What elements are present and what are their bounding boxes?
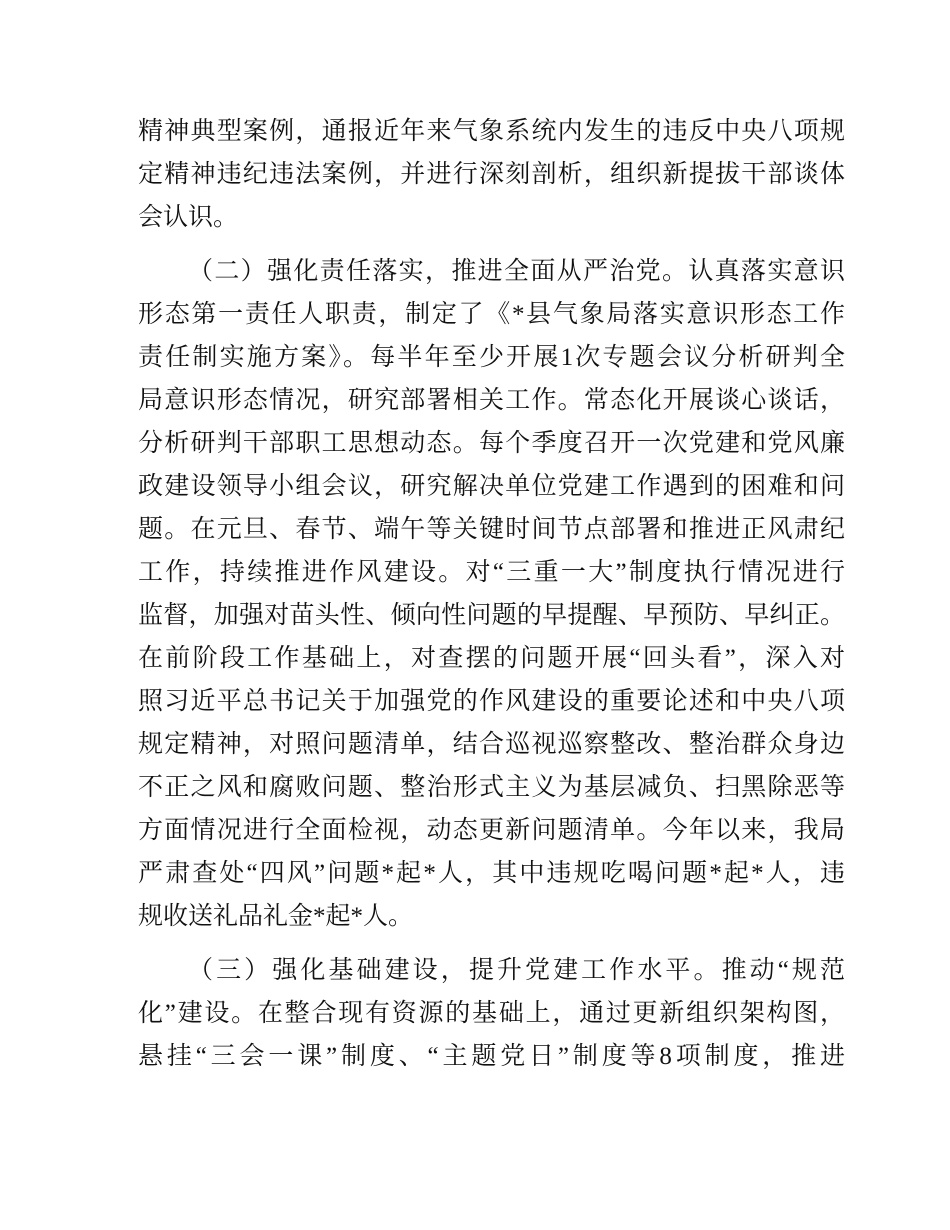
- text-line: 政建设领导小组会议，研究解决单位党建工作遇到的困难和问: [138, 473, 845, 500]
- text-line: 局意识形态情况，研究部署相关工作。常态化开展谈心谈话，: [138, 387, 845, 414]
- text-line: 照习近平总书记关于加强党的作风建设的重要论述和中央八项: [138, 688, 845, 715]
- text-line: 定精神违纪违法案例，并进行深刻剖析，组织新提拔干部谈体: [138, 161, 845, 188]
- text-line: 在前阶段工作基础上，对查摆的问题开展“回头看”，深入对: [138, 645, 845, 672]
- text-line: 分析研判干部职工思想动态。每个季度召开一次党建和党风廉: [138, 430, 845, 457]
- text-line: 严肃查处“四风”问题*起*人，其中违规吃喝问题*起*人，违: [138, 860, 845, 887]
- text-line: 形态第一责任人职责，制定了《*县气象局落实意识形态工作: [138, 301, 845, 328]
- text-line: 不正之风和腐败问题、整治形式主义为基层减负、扫黑除恶等: [138, 774, 845, 801]
- text-line: 规收送礼品礼金*起*人。: [138, 903, 414, 930]
- text-line: 精神典型案例，通报近年来气象系统内发生的违反中央八项规: [138, 118, 845, 145]
- text-line: 化”建设。在整合现有资源的基础上，通过更新组织架构图，: [138, 1000, 845, 1027]
- text-line: 悬挂“三会一课”制度、“主题党日”制度等8项制度，推进: [138, 1043, 845, 1070]
- paragraph-section-2: [138, 250, 845, 938]
- text-line: 规定精神，对照问题清单，结合巡视巡察整改、整治群众身边: [138, 731, 845, 758]
- document-body: [138, 110, 845, 1078]
- text-line: 责任制实施方案》。每半年至少开展1次专题会议分析研判全: [138, 344, 845, 371]
- text-line: （三）强化基础建设，提升党建工作水平。推动“规范: [188, 957, 845, 984]
- text-line: （二）强化责任落实，推进全面从严治党。认真落实意识: [188, 258, 845, 285]
- text-line: 监督，加强对苗头性、倾向性问题的早提醒、早预防、早纠正。: [138, 602, 845, 629]
- paragraph-continuation: [138, 110, 845, 239]
- text-line: 会认识。: [138, 204, 239, 231]
- text-line: 题。在元旦、春节、端午等关键时间节点部署和推进正风肃纪: [138, 516, 845, 543]
- text-line: 工作，持续推进作风建设。对“三重一大”制度执行情况进行: [138, 559, 845, 586]
- paragraph-section-3: [138, 949, 845, 1078]
- text-line: 方面情况进行全面检视，动态更新问题清单。今年以来，我局: [138, 817, 845, 844]
